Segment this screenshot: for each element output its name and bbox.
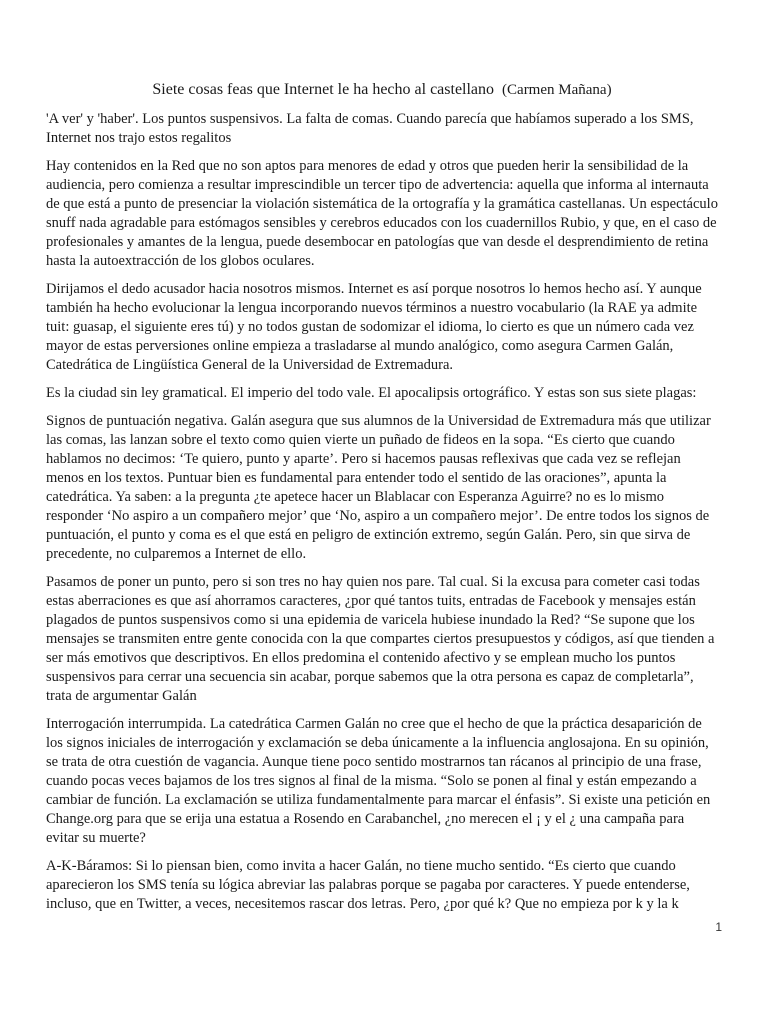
paragraph-plagues-intro: Es la ciudad sin ley gramatical. El imperio del todo vale. El apocalipsis ortográfico. Y estas son sus siete plagas:	[46, 385, 697, 401]
title-line	[46, 80, 718, 100]
paragraph-accusation: Dirijamos el dedo acusador hacia nosotros mismos. Internet es así porque nosotros lo hemos hecho así. Y aunque también ha hecho evolucionar la lengua incorporando nuevos términos a nuestro vocabulario (la RAE ya admite tuit: guasap, el siguiente eres tú) y no todos gustan de sodomizar el idioma, lo cierto es que un número cada vez mayor de estas perversiones online empieza a trasladarse al mundo analógico, como asegura Carmen Galán, Catedrática de Lingüística General de la Universidad de Extremadura.	[46, 281, 702, 373]
paragraph-interrogation: Interrogación interrumpida. La catedrática Carmen Galán no cree que el hecho de que la práctica desaparición de los signos iniciales de interrogación y exclamación se deba únicamente a la influencia anglosajona. En su opinión, se trata de otra cuestión de vagancia. Aunque tiene poco sentido mostrarnos tan rácanos al principio de una frase, cuando pocas veces bajamos de los tres signos al final de la misma. “Solo se ponen al final y están empezando a cambiar de función. La exclamación se utiliza fundamentalmente para marcar el énfasis”. Si existe una petición en Change.org para que se erija una estatua a Rosendo en Carabanchel, ¿no merecen el ¡ y el ¿ una campaña para evitar su muerte?	[46, 716, 711, 846]
author-byline: (Carmen Mañana)	[502, 82, 612, 98]
paragraph-punctuation: Signos de puntuación negativa. Galán asegura que sus alumnos de la Universidad de Extremadura más que utilizar las comas, las lanzan sobre el texto como quien vierte un puñado de fideos en la sopa. “Es cierto que cuando hablamos no decimos: ‘Te quiero, punto y aparte’. Pero si hacemos pausas reflexivas que cada vez se reflejan menos en los textos. Puntuar bien es fundamental para entender todo el sentido de las oraciones”, apunta la catedrática. Ya saben: a la pregunta ¿te apetece hacer un Blablacar con Esperanza Aguirre? no es lo mismo responder ‘No aspiro a un compañero mejor’ que ‘No, aspiro a un compañero mejor’. De entre todos los signos de puntuación, el punto y coma es el que está en peligro de extinción extremo, según Galán. Pero, sin que sirva de precedente, no culparemos a Internet de ello.	[46, 413, 711, 562]
paragraph-ellipsis: Pasamos de poner un punto, pero si son tres no hay quien nos pare. Tal cual. Si la excusa para cometer casi todas estas aberraciones es que así ahorramos caracteres, ¿por qué tantos tuits, entradas de Facebook y mensajes están plagados de puntos suspensivos como si una epidemia de varicela hubiese inundado la Red? “Se supone que los mensajes se transmiten entre gente conocida con la que compartes ciertos presupuestos y códigos, así que tienden a ser más emotivos que descriptivos. En ellos predomina el contenido afectivo y se emplean mucho los puntos suspensivos para cerrar una secuencia sin acabar, porque sabemos que la otra persona es capaz de completarla”, trata de argumentar Galán	[46, 574, 715, 704]
page-title: Siete cosas feas que Internet le ha hecho al castellano	[152, 81, 495, 98]
paragraph-abbreviations: A-K-Báramos: Si lo piensan bien, como invita a hacer Galán, no tiene mucho sentido. “Es cierto que cuando aparecieron los SMS tenía su lógica abreviar las palabras porque se pagaba por caracteres. Y puede entenderse, incluso, que en Twitter, a veces, necesitemos rascar dos letras. Pero, ¿por qué k? Que no empieza por k y la k	[46, 858, 690, 912]
paragraph-intro: Hay contenidos en la Red que no son aptos para menores de edad y otros que pueden herir la sensibilidad de la audiencia, pero comienza a resultar imprescindible un tercer tipo de advertencia: aquella que informa al internauta de que está a punto de presenciar la violación sistemática de la ortografía y la gramática castellanas. Un espectáculo snuff nada agradable para estómagos sensibles y cerebros educados con los cuadernillos Rubio, y que, en el caso de profesionales y amantes de la lengua, puede desembocar en patologías que van desde el desprendimiento de retina hasta la autoextracción de los globos oculares.	[46, 158, 718, 269]
paragraph-subtitle: 'A ver' y 'haber'. Los puntos suspensivos. La falta de comas. Cuando parecía que habíamos superado a los SMS, Internet nos trajo estos regalitos	[46, 111, 694, 146]
page-number: 1	[715, 920, 722, 934]
